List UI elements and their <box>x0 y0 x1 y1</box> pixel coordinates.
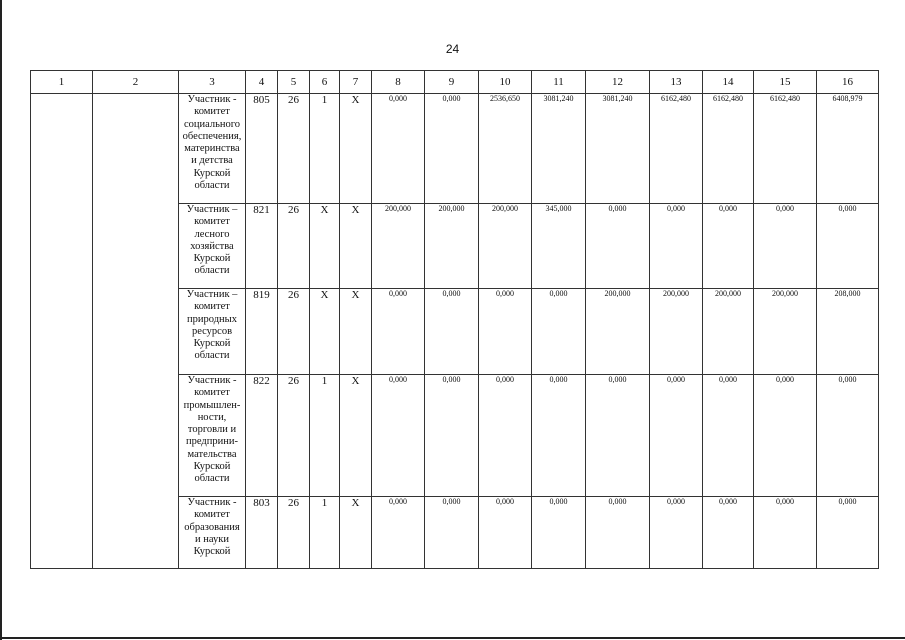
code-cell: 803 <box>246 497 278 569</box>
column-header: 7 <box>340 71 372 94</box>
column-header: 12 <box>586 71 650 94</box>
value-cell: 0,000 <box>650 204 703 289</box>
value-cell: 208,000 <box>817 289 879 375</box>
code-cell: 1 <box>310 497 340 569</box>
value-cell: 200,000 <box>650 289 703 375</box>
value-cell: 0,000 <box>817 375 879 497</box>
value-cell: 0,000 <box>703 497 754 569</box>
header-row <box>31 71 879 94</box>
value-cell: 0,000 <box>703 204 754 289</box>
value-cell: 345,000 <box>532 204 586 289</box>
value-cell: 0,000 <box>650 375 703 497</box>
value-cell: 0,000 <box>650 497 703 569</box>
code-cell: Х <box>310 204 340 289</box>
code-cell: 26 <box>278 375 310 497</box>
value-cell: 0,000 <box>532 497 586 569</box>
bottom-margin-line <box>0 637 905 639</box>
column-header: 8 <box>372 71 425 94</box>
value-cell: 0,000 <box>372 497 425 569</box>
code-cell: 26 <box>278 94 310 204</box>
value-cell: 200,000 <box>754 289 817 375</box>
value-cell: 0,000 <box>479 375 532 497</box>
column-header: 5 <box>278 71 310 94</box>
participant-cell: Участник – комитет лесного хозяйства Курской области <box>179 204 246 289</box>
column-header: 15 <box>754 71 817 94</box>
value-cell: 3081,240 <box>586 94 650 204</box>
column-1-cell <box>31 94 93 569</box>
value-cell: 0,000 <box>586 375 650 497</box>
value-cell: 0,000 <box>425 94 479 204</box>
value-cell: 200,000 <box>703 289 754 375</box>
column-header: 9 <box>425 71 479 94</box>
participant-cell: Участник - комитет социального обеспечения, материнства и детства Курской области <box>179 94 246 204</box>
code-cell: 822 <box>246 375 278 497</box>
code-cell: Х <box>340 94 372 204</box>
participant-cell: Участник – комитет природных ресурсов Курской области <box>179 289 246 375</box>
column-header: 13 <box>650 71 703 94</box>
budget-table <box>30 70 879 569</box>
value-cell: 0,000 <box>425 289 479 375</box>
value-cell: 0,000 <box>372 94 425 204</box>
value-cell: 0,000 <box>479 289 532 375</box>
value-cell: 200,000 <box>372 204 425 289</box>
code-cell: 26 <box>278 289 310 375</box>
code-cell: Х <box>340 375 372 497</box>
column-header: 11 <box>532 71 586 94</box>
value-cell: 200,000 <box>479 204 532 289</box>
value-cell: 2536,650 <box>479 94 532 204</box>
value-cell: 3081,240 <box>532 94 586 204</box>
column-header: 14 <box>703 71 754 94</box>
value-cell: 0,000 <box>532 289 586 375</box>
column-header: 2 <box>93 71 179 94</box>
value-cell: 0,000 <box>754 375 817 497</box>
column-2-cell <box>93 94 179 569</box>
left-margin-line <box>0 0 2 640</box>
value-cell: 200,000 <box>425 204 479 289</box>
value-cell: 6162,480 <box>754 94 817 204</box>
code-cell: 805 <box>246 94 278 204</box>
value-cell: 0,000 <box>754 204 817 289</box>
value-cell: 0,000 <box>817 204 879 289</box>
column-header: 16 <box>817 71 879 94</box>
value-cell: 0,000 <box>425 375 479 497</box>
value-cell: 0,000 <box>425 497 479 569</box>
value-cell: 0,000 <box>479 497 532 569</box>
code-cell: 1 <box>310 94 340 204</box>
value-cell: 0,000 <box>532 375 586 497</box>
value-cell: 6408,979 <box>817 94 879 204</box>
value-cell: 0,000 <box>372 375 425 497</box>
code-cell: 26 <box>278 204 310 289</box>
column-header: 4 <box>246 71 278 94</box>
code-cell: 821 <box>246 204 278 289</box>
code-cell: 819 <box>246 289 278 375</box>
column-header: 3 <box>179 71 246 94</box>
column-header: 6 <box>310 71 340 94</box>
code-cell: 1 <box>310 375 340 497</box>
code-cell: Х <box>340 497 372 569</box>
code-cell: Х <box>340 204 372 289</box>
value-cell: 6162,480 <box>650 94 703 204</box>
page-number: 24 <box>445 42 460 56</box>
value-cell: 0,000 <box>372 289 425 375</box>
participant-cell: Участник - комитет промышлен- ности, торговли и предприни- мательства Курской области <box>179 375 246 497</box>
column-header: 1 <box>31 71 93 94</box>
value-cell: 0,000 <box>586 204 650 289</box>
value-cell: 0,000 <box>817 497 879 569</box>
value-cell: 0,000 <box>703 375 754 497</box>
participant-cell: Участник - комитет образования и науки Курской <box>179 497 246 569</box>
column-header: 10 <box>479 71 532 94</box>
code-cell: 26 <box>278 497 310 569</box>
table-row <box>31 94 879 204</box>
code-cell: Х <box>310 289 340 375</box>
code-cell: Х <box>340 289 372 375</box>
value-cell: 6162,480 <box>703 94 754 204</box>
value-cell: 0,000 <box>586 497 650 569</box>
value-cell: 0,000 <box>754 497 817 569</box>
value-cell: 200,000 <box>586 289 650 375</box>
